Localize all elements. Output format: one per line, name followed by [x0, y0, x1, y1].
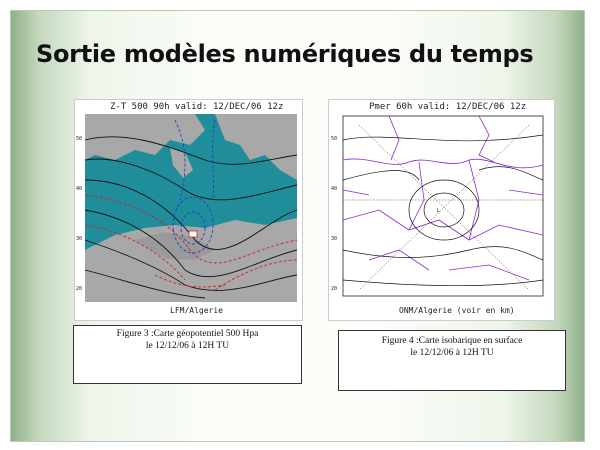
- svg-text:20: 20: [331, 286, 338, 292]
- isobaric-map: [328, 99, 555, 321]
- isobaric-map-footer: ONM/Algerie (voir en km): [399, 306, 515, 315]
- svg-text:50: 50: [76, 136, 83, 142]
- isobaric-map-header: Pmer 60h valid: 12/DEC/06 12z: [369, 102, 527, 112]
- svg-text:30: 30: [331, 236, 338, 242]
- geopotential-map-image: [75, 100, 302, 320]
- figure-3-caption-line2: le 12/12/06 à 12H TU: [145, 341, 230, 351]
- svg-text:40: 40: [331, 186, 338, 192]
- figure-4-caption: [338, 330, 566, 391]
- geopotential-map-header: Z-T 500 90h valid: 12/DEC/06 12z: [110, 102, 284, 112]
- figure-4-caption-line2: le 12/12/06 à 12H TU: [410, 348, 494, 358]
- svg-text:20: 20: [76, 286, 83, 292]
- svg-text:50: 50: [331, 136, 338, 142]
- figure-3-caption: [73, 325, 302, 384]
- slide-title: Sortie modèles numériques du temps: [36, 40, 534, 68]
- svg-text:L: L: [437, 208, 441, 214]
- svg-text:40: 40: [76, 186, 83, 192]
- geopotential-map-footer: LFM/Algerie: [170, 306, 223, 315]
- figure-3-caption-line1: Figure 3 :Carte géopotentiel 500 Hpa: [116, 329, 259, 339]
- figure-4-caption-line1: Figure 4 :Carte isobarique en surface: [381, 336, 523, 346]
- isobaric-map-image: [329, 100, 554, 320]
- svg-text:30: 30: [76, 236, 83, 242]
- geopotential-map: [74, 99, 303, 321]
